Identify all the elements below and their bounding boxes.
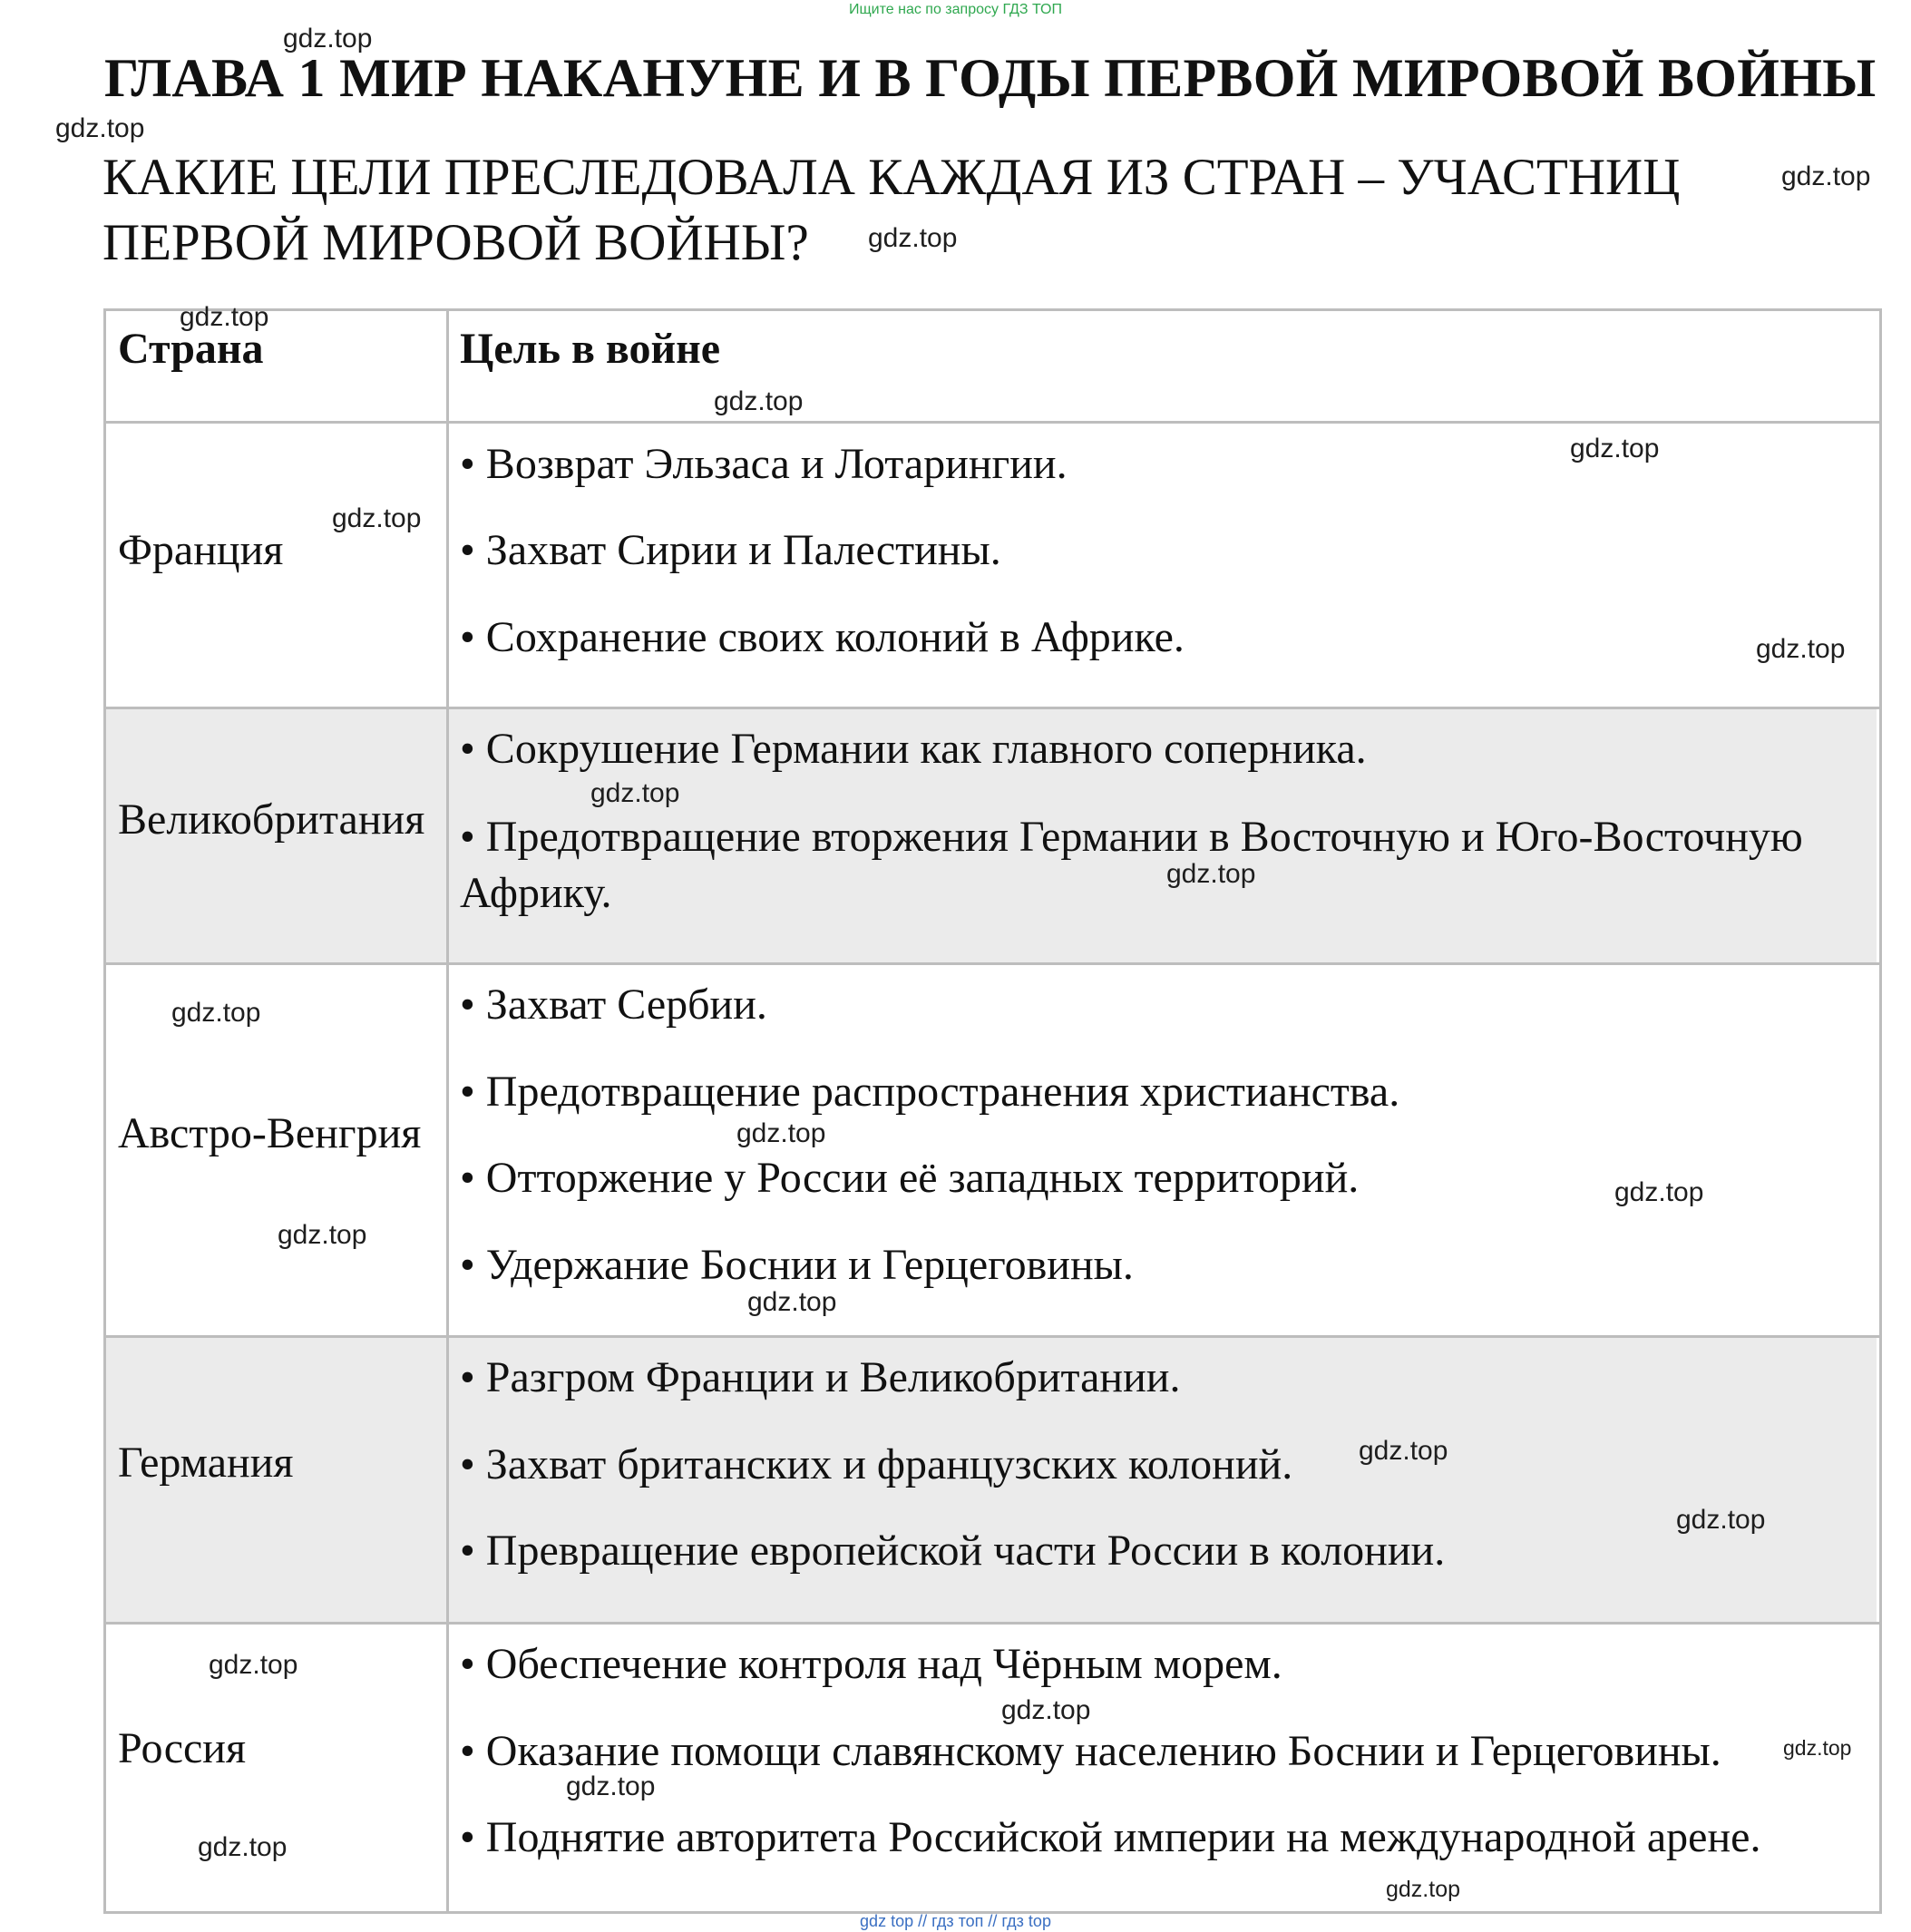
watermark: gdz.top [171,998,261,1028]
row-divider [103,962,1879,965]
watermark: gdz.top [1386,1877,1461,1902]
watermark: gdz.top [1756,634,1846,664]
watermark: gdz.top [1359,1436,1448,1466]
goal-item: • Сокрушение Германии как главного соперника. [460,725,1367,773]
country-britain: Великобритания [118,795,425,844]
goal-item: • Захват Сербии. [460,981,767,1029]
watermark: gdz.top [736,1118,826,1148]
watermark: gdz.top [180,302,269,332]
goal-item: • Захват британских и французских колоний. [460,1440,1293,1488]
watermark: gdz.top [278,1220,367,1250]
watermark: gdz.top [1570,434,1660,463]
header-goal: Цель в войне [460,325,721,373]
country-russia: Россия [118,1724,247,1772]
row-divider [103,421,1879,424]
country-austria-hungary: Австро-Венгрия [118,1109,422,1157]
watermark: gdz.top [283,24,373,54]
goal-item: • Предотвращение вторжения Германии в Восточную и Юго-Восточную Африку. [460,813,1803,917]
watermark: gdz.top [1166,859,1256,889]
goal-item: • Отторжение у России её западных территорий. [460,1154,1360,1202]
watermark: gdz.top [209,1650,298,1680]
watermark: gdz.top [590,778,680,808]
goal-item: • Разгром Франции и Великобритании. [460,1353,1181,1401]
goal-item: • Захват Сирии и Палестины. [460,526,1001,574]
watermark: gdz.top [1001,1695,1091,1725]
question-line-2: ПЕРВОЙ МИРОВОЙ ВОЙНЫ? [102,214,809,271]
goal-item: • Оказание помощи славянскому населению Боснии и Герцеговины. [460,1727,1721,1775]
row-divider [103,707,1879,709]
watermark: gdz.top [1781,161,1871,191]
watermark: gdz.top [1676,1505,1766,1535]
goal-item: • Удержание Боснии и Герцеговины. [460,1241,1134,1289]
watermark: gdz.top [332,503,422,533]
watermark: gdz.top [566,1771,656,1801]
watermark: gdz.top [198,1832,288,1862]
column-divider [446,308,449,1911]
question-line-1: КАКИЕ ЦЕЛИ ПРЕСЛЕДОВАЛА КАЖДАЯ ИЗ СТРАН – УЧАСТНИЦ [102,149,1681,206]
country-france: Франция [118,526,284,574]
watermark: gdz.top [747,1287,837,1317]
watermark: gdz.top [1614,1177,1704,1207]
site-hint: Ищите нас по запросу ГДЗ ТОП [849,2,1062,17]
chapter-title: ГЛАВА 1 МИР НАКАНУНЕ И В ГОДЫ ПЕРВОЙ МИРОВОЙ ВОЙНЫ [104,48,1877,108]
watermark: gdz.top [55,113,145,143]
row-divider [103,1335,1879,1338]
goal-item: • Превращение европейской части России в колонии. [460,1527,1446,1575]
goal-item: • Предотвращение распространения христианства. [460,1068,1400,1116]
question-title [102,145,1735,276]
goal-item: • Возврат Эльзаса и Лотарингии. [460,440,1068,488]
goal-item: • Сохранение своих колоний в Африке. [460,613,1185,661]
watermark: gdz.top [714,386,804,416]
footer-watermark: gdz top // гдз топ // гдз top [860,1912,1051,1930]
goal-item: • Обеспечение контроля над Чёрным морем. [460,1640,1282,1688]
watermark: gdz.top [1783,1736,1852,1760]
watermark: gdz.top [868,223,958,253]
row-divider [103,1622,1879,1625]
goal-item: • Поднятие авторитета Российской империи на международной арене. [460,1813,1761,1861]
header-country: Страна [118,325,264,373]
country-germany: Германия [118,1439,294,1487]
